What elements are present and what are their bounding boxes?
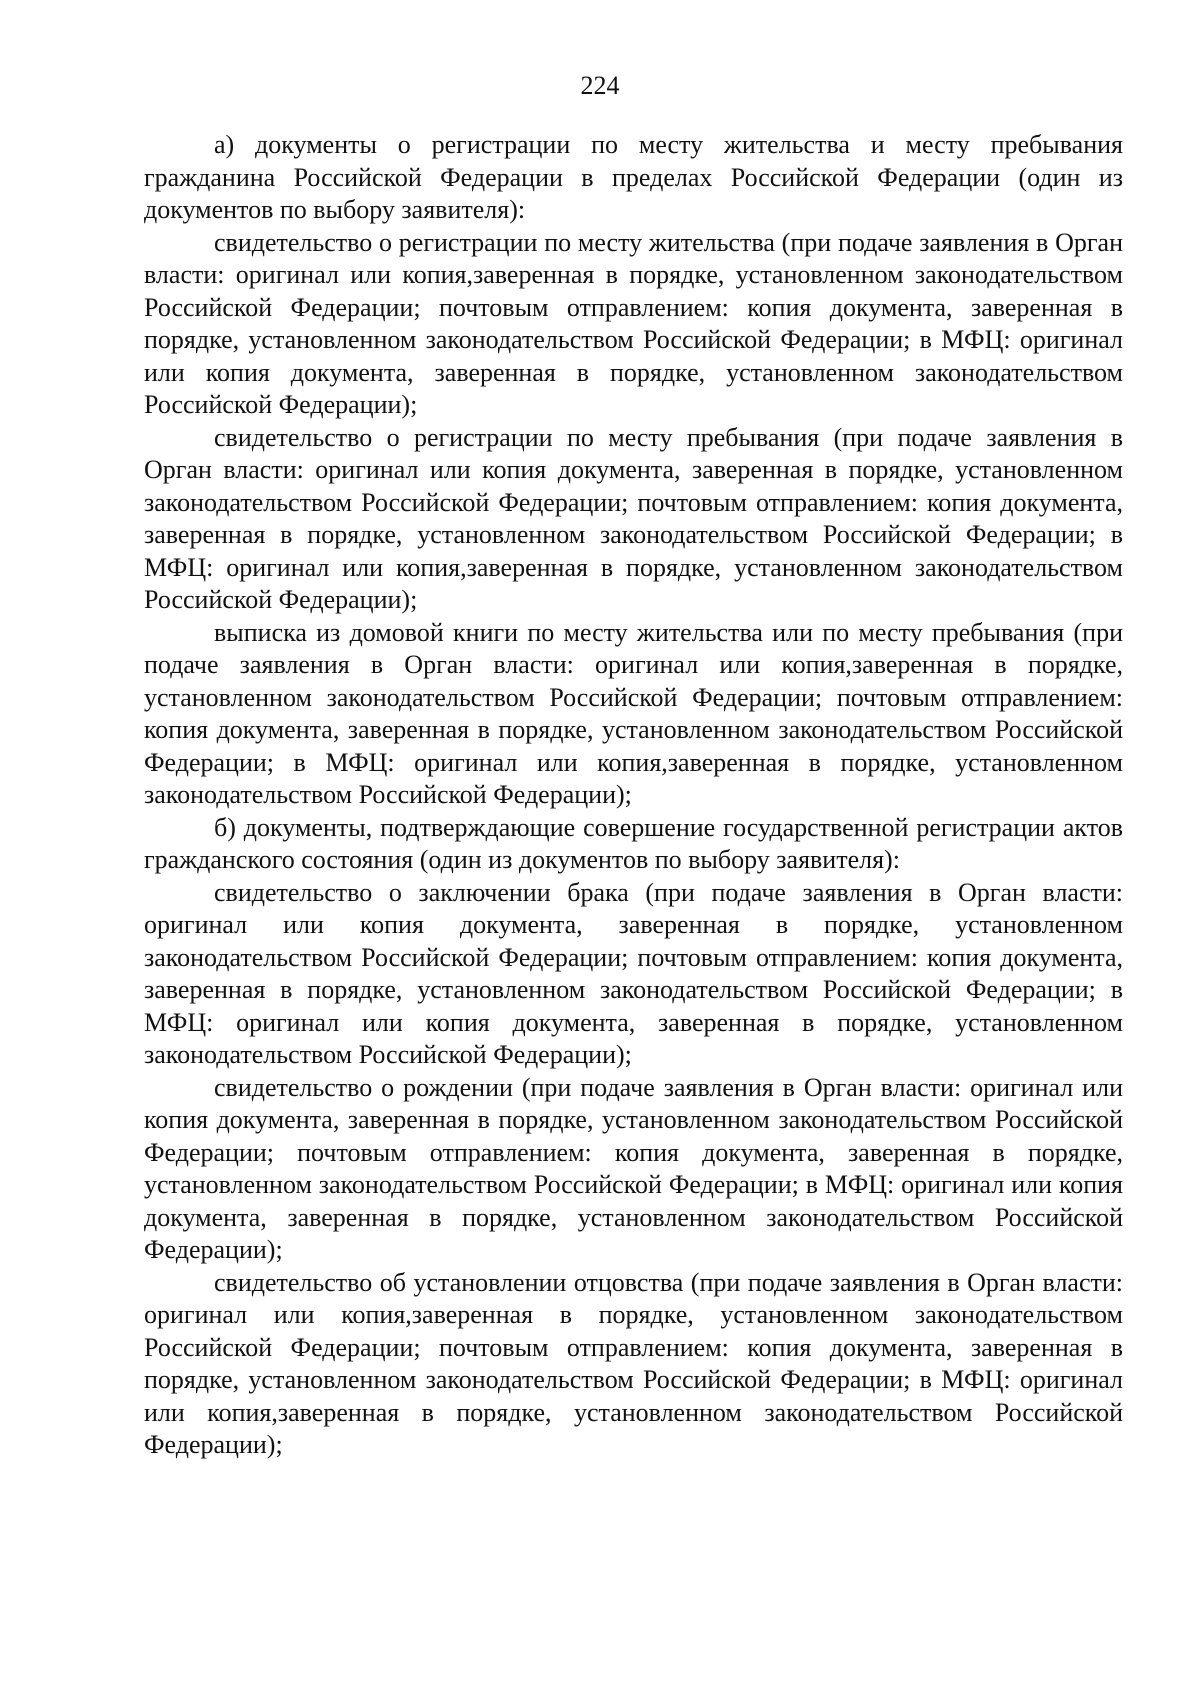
paragraph-house-book-extract: выписка из домовой книги по месту жительства или по месту пребывания (при подаче заявления в Орган власти: оригинал или копия,заверенная в порядке, установленном законодательством Российской Федерации; почтовым отправлением: копия документа, заверенная в порядке, установленном законодательством Российской Федерации; в МФЦ: оригинал или копия,заверенная в порядке, установленном законодательством Российской Федерации); — [144, 617, 1123, 809]
paragraph-marriage-certificate: свидетельство о заключении брака (при подаче заявления в Орган власти: оригинал или копия документа, заверенная в порядке, установленном законодательством Российской Федерации; почтовым отправлением: копия документа, заверенная в порядке, установленном законодательством Российской Федерации; в МФЦ: оригинал или копия документа, заверенная в порядке, установленном законодательством Российской Федерации); — [144, 877, 1123, 1069]
paragraph-paternity-certificate: свидетельство об установлении отцовства (при подаче заявления в Орган власти: оригинал или копия,заверенная в порядке, установленном законодательством Российской Федерации; почтовым отправлением: копия документа, заверенная в порядке, установленном законодательством Российской Федерации; в МФЦ: оригинал или копия,заверенная в порядке, установленном законодательством Российской Федерации); — [144, 1267, 1123, 1459]
paragraph-residence-registration-certificate: свидетельство о регистрации по месту жительства (при подаче заявления в Орган власти: оригинал или копия,заверенная в порядке, установленном законодательством Российской Федерации; почтовым отправлением: копия документа, заверенная в порядке, установленном законодательством Российской Федерации; в МФЦ: оригинал или копия документа, заверенная в порядке, установленном законодательством Российской Федерации); — [144, 227, 1123, 419]
paragraph-b-civil-status-documents: б) документы, подтверждающие совершение государственной регистрации актов гражданского состояния (один из документов по выбору заявителя): — [144, 812, 1123, 874]
document-body — [144, 129, 1123, 1462]
paragraph-birth-certificate: свидетельство о рождении (при подаче заявления в Орган власти: оригинал или копия документа, заверенная в порядке, установленном законодательством Российской Федерации; почтовым отправлением: копия документа, заверенная в порядке, установленном законодательством Российской Федерации; в МФЦ: оригинал или копия документа, заверенная в порядке, установленном законодательством Российской Федерации); — [144, 1072, 1123, 1264]
paragraph-a-registration-documents: а) документы о регистрации по месту жительства и месту пребывания гражданина Российской Федерации в пределах Российской Федерации (один из документов по выбору заявителя): — [144, 130, 1123, 224]
page-number: 224 — [580, 71, 620, 100]
paragraph-stay-registration-certificate: свидетельство о регистрации по месту пребывания (при подаче заявления в Орган власти: оригинал или копия документа, заверенная в порядке, установленном законодательством Российской Федерации; почтовым отправлением: копия документа, заверенная в порядке, установленном законодательством Российской Федерации; в МФЦ: оригинал или копия,заверенная в порядке, установленном законодательством Российской Федерации); — [144, 422, 1123, 614]
